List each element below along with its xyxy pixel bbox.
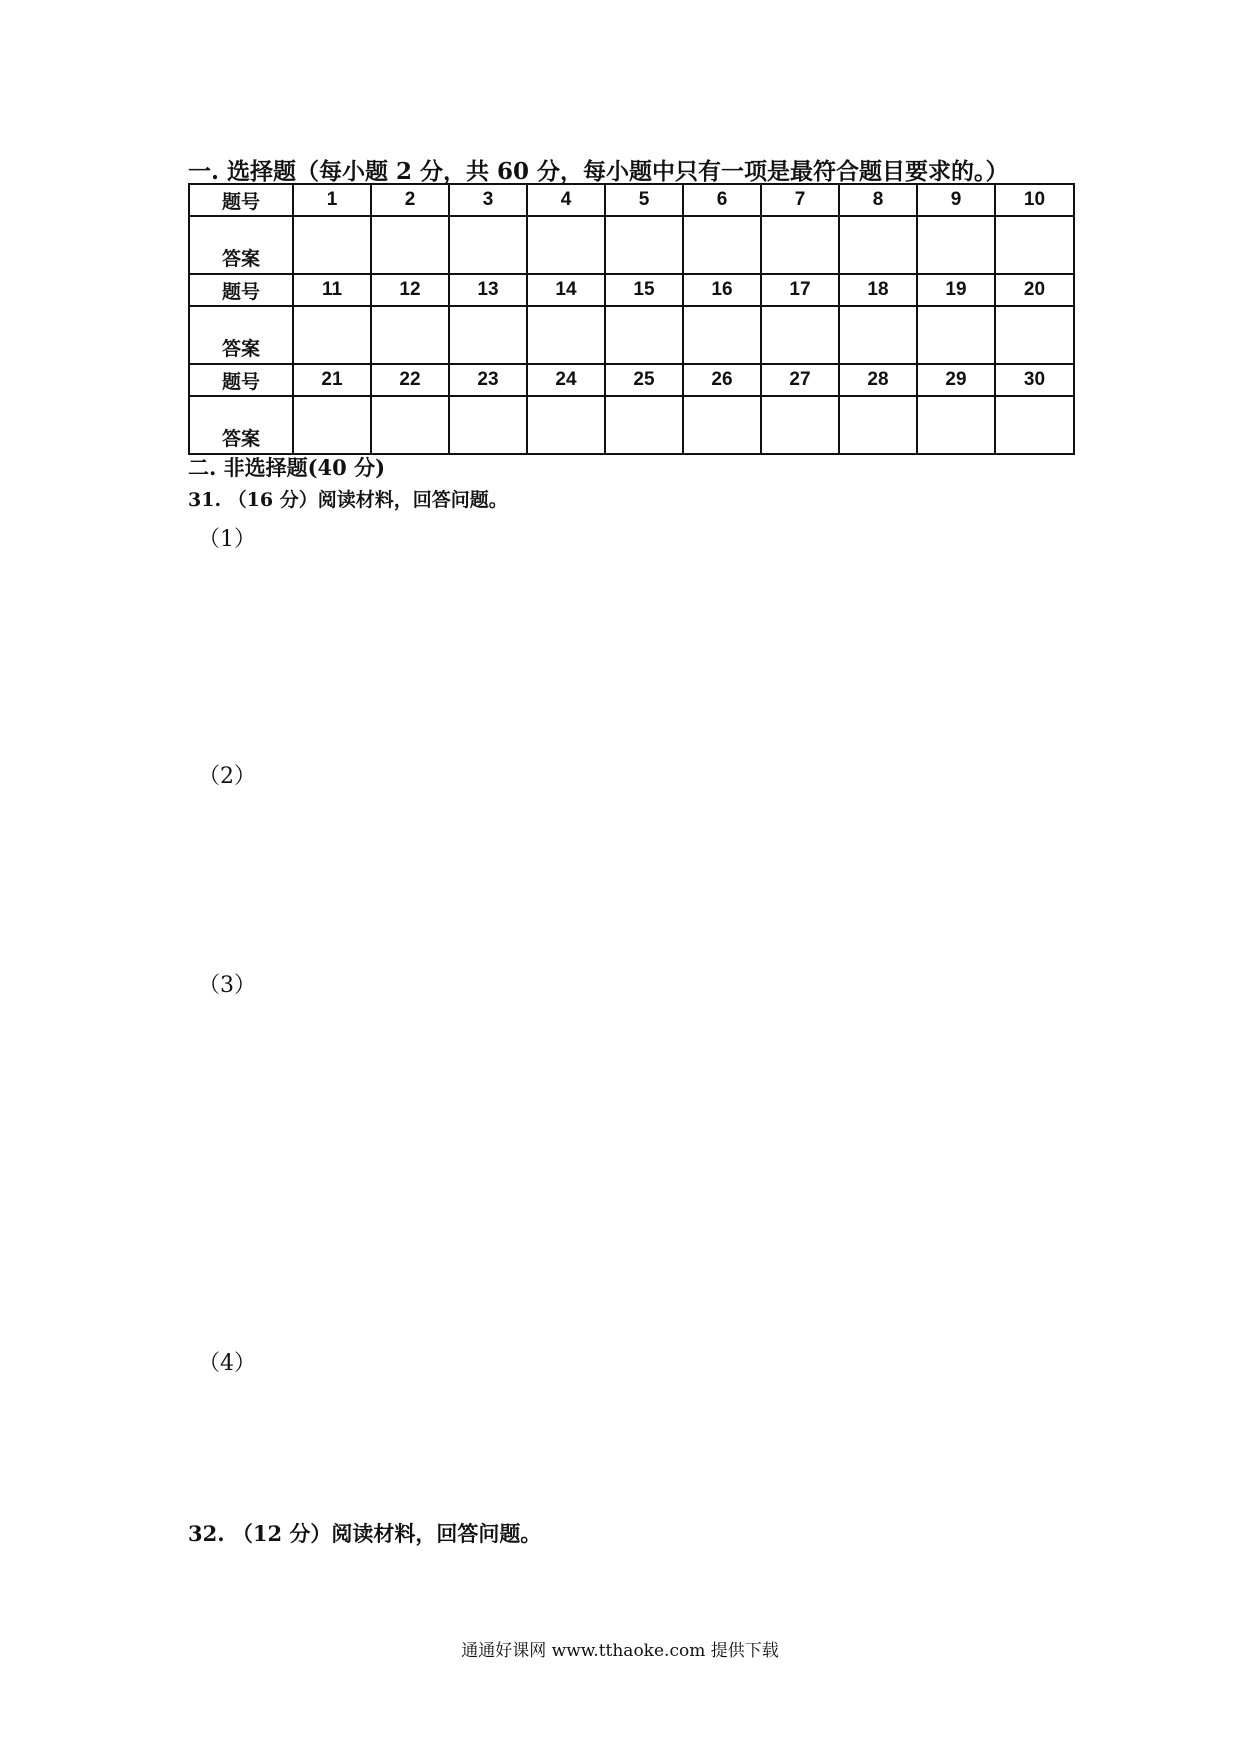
answer-table-body: [189, 184, 1074, 454]
question-number-cell: 4: [527, 184, 605, 216]
question-number-cell: 13: [449, 274, 527, 306]
question-number-cell: 27: [761, 364, 839, 396]
question-number-cell: 17: [761, 274, 839, 306]
question-number-cell: 24: [527, 364, 605, 396]
answer-cell[interactable]: [839, 216, 917, 274]
answer-cell[interactable]: [371, 216, 449, 274]
question-number-label: 题号: [189, 184, 293, 216]
question-number-cell: 5: [605, 184, 683, 216]
question-31-part-4-answer-space[interactable]: [188, 1384, 1068, 1494]
answer-cell[interactable]: [293, 216, 371, 274]
section2-heading: 二. 非选择题(40 分): [188, 455, 386, 480]
question-number-cell: 30: [995, 364, 1074, 396]
question-number-cell: 1: [293, 184, 371, 216]
answer-cell[interactable]: [605, 396, 683, 454]
question-31-part-4-label: （4）: [198, 1351, 256, 1376]
question-number-label: 题号: [189, 274, 293, 306]
answer-cell[interactable]: [449, 216, 527, 274]
question-number-cell: 14: [527, 274, 605, 306]
answer-cell[interactable]: [995, 306, 1074, 364]
answer-row: [189, 216, 1074, 274]
question-number-cell: 11: [293, 274, 371, 306]
answer-cell[interactable]: [761, 396, 839, 454]
answer-cell[interactable]: [605, 216, 683, 274]
question-31-header: 31. （16 分）阅读材料，回答问题。: [188, 489, 508, 511]
question-number-cell: 28: [839, 364, 917, 396]
question-number-cell: 7: [761, 184, 839, 216]
answer-cell[interactable]: [917, 306, 995, 364]
question-number-cell: 19: [917, 274, 995, 306]
question-31-part-1-label: （1）: [198, 527, 256, 552]
answer-label: 答案: [189, 306, 293, 364]
answer-cell[interactable]: [527, 216, 605, 274]
question-number-cell: 26: [683, 364, 761, 396]
question-number-label: 题号: [189, 364, 293, 396]
question-number-cell: 9: [917, 184, 995, 216]
answer-cell[interactable]: [995, 396, 1074, 454]
question-number-cell: 20: [995, 274, 1074, 306]
answer-cell[interactable]: [839, 396, 917, 454]
answer-cell[interactable]: [527, 396, 605, 454]
question-31-part-2-label: （2）: [198, 764, 256, 789]
question-number-cell: 15: [605, 274, 683, 306]
answer-cell[interactable]: [761, 306, 839, 364]
question-31-part-1-answer-space[interactable]: [188, 560, 1068, 740]
question-number-cell: 8: [839, 184, 917, 216]
question-number-row: [189, 364, 1074, 396]
answer-cell[interactable]: [917, 216, 995, 274]
question-number-cell: 10: [995, 184, 1074, 216]
question-number-cell: 18: [839, 274, 917, 306]
answer-cell[interactable]: [995, 216, 1074, 274]
answer-cell[interactable]: [293, 306, 371, 364]
answer-table: [188, 183, 1075, 455]
question-number-cell: 2: [371, 184, 449, 216]
question-32-answer-space[interactable]: [188, 1556, 1068, 1616]
answer-cell[interactable]: [527, 306, 605, 364]
question-number-cell: 22: [371, 364, 449, 396]
answer-cell[interactable]: [371, 306, 449, 364]
answer-cell[interactable]: [293, 396, 371, 454]
question-number-cell: 23: [449, 364, 527, 396]
answer-label: 答案: [189, 216, 293, 274]
answer-cell[interactable]: [605, 306, 683, 364]
question-31-part-3-answer-space[interactable]: [188, 1006, 1068, 1326]
question-number-cell: 29: [917, 364, 995, 396]
question-31-part-3-label: （3）: [198, 973, 256, 998]
question-number-cell: 16: [683, 274, 761, 306]
answer-row: [189, 306, 1074, 364]
answer-cell[interactable]: [683, 396, 761, 454]
question-number-cell: 21: [293, 364, 371, 396]
question-32-header: 32. （12 分）阅读材料，回答问题。: [188, 1521, 542, 1546]
answer-cell[interactable]: [371, 396, 449, 454]
section1-heading: 一. 选择题（每小题 2 分，共 60 分，每小题中只有一项是最符合题目要求的。）: [188, 158, 1009, 185]
answer-row: [189, 396, 1074, 454]
answer-cell[interactable]: [449, 396, 527, 454]
page-footer: 通通好课网 www.tthaoke.com 提供下载: [461, 1641, 779, 1661]
question-number-row: [189, 274, 1074, 306]
answer-label: 答案: [189, 396, 293, 454]
answer-cell[interactable]: [917, 396, 995, 454]
answer-cell[interactable]: [683, 306, 761, 364]
answer-cell[interactable]: [449, 306, 527, 364]
question-number-cell: 25: [605, 364, 683, 396]
answer-cell[interactable]: [683, 216, 761, 274]
answer-cell[interactable]: [839, 306, 917, 364]
answer-cell[interactable]: [761, 216, 839, 274]
question-number-cell: 6: [683, 184, 761, 216]
question-number-row: [189, 184, 1074, 216]
question-31-part-2-answer-space[interactable]: [188, 797, 1068, 947]
question-number-cell: 12: [371, 274, 449, 306]
question-number-cell: 3: [449, 184, 527, 216]
